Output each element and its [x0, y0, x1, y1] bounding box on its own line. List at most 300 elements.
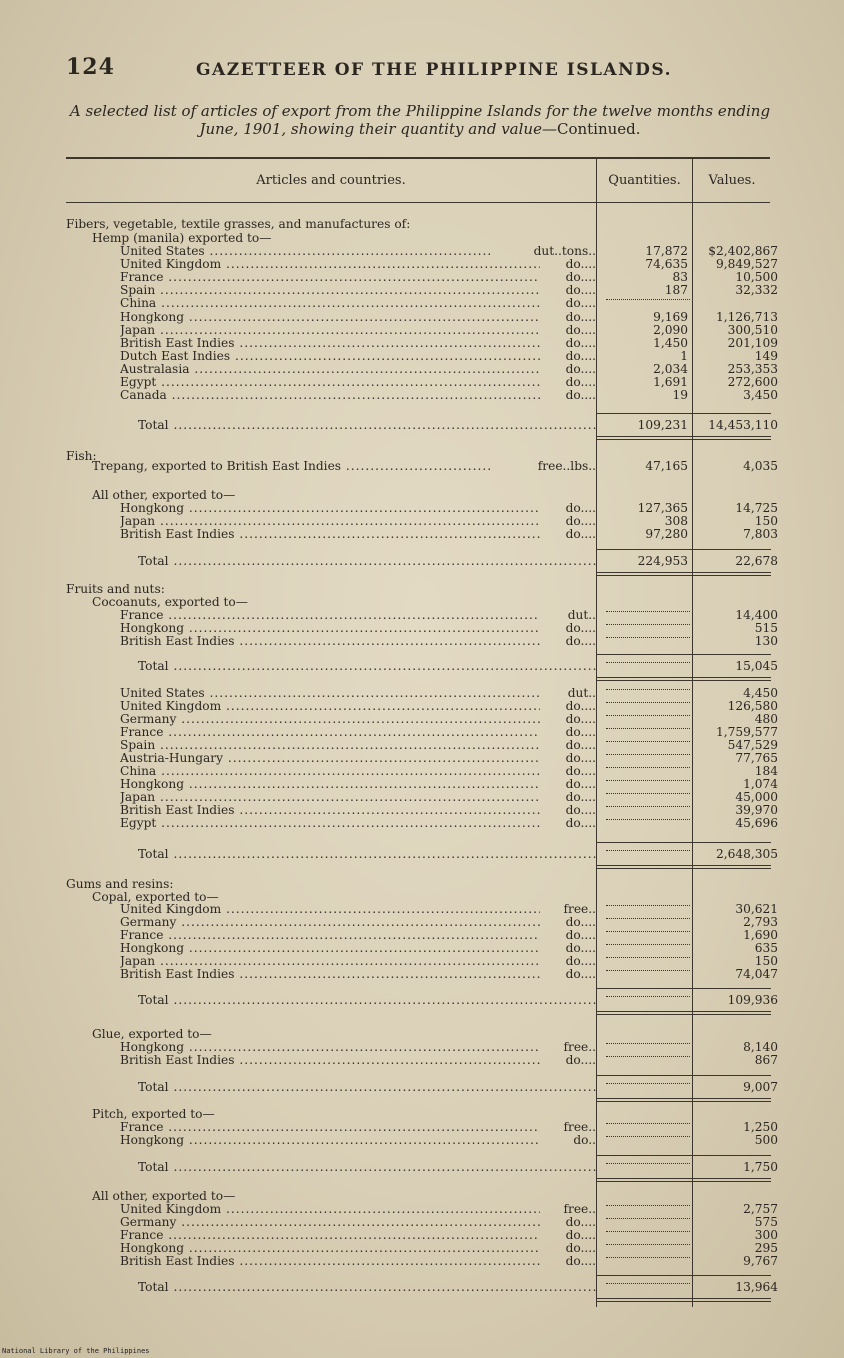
unit-label: do.... [565, 954, 596, 968]
total-rule-below [693, 868, 771, 869]
total-rule-below [693, 1014, 771, 1015]
unit-label: do.... [565, 514, 596, 528]
value-cell: 272,600 [727, 375, 778, 389]
total-rule-above [693, 654, 771, 655]
quantity-placeholder-dots [606, 1134, 690, 1137]
table-row [0, 752, 844, 765]
total-rule-below [693, 436, 771, 437]
row-label: Hemp (manila) exported to— [92, 231, 272, 245]
quantity-cell: 1,450 [653, 336, 688, 350]
quantity-cell: 308 [664, 514, 688, 528]
value-cell: 14,400 [735, 608, 778, 622]
value-cell: 14,725 [735, 501, 778, 515]
table-row [0, 955, 844, 968]
quantity-cell: 74,635 [645, 257, 688, 271]
total-rule-below [693, 1098, 771, 1099]
unit-label: dut.. [567, 686, 596, 700]
quantity-placeholder-dots [606, 752, 690, 755]
quantity-placeholder-dots [606, 903, 690, 906]
total-rule-below [693, 572, 771, 573]
row-label: France ..... [120, 1121, 540, 1134]
value-cell: 39,970 [735, 803, 778, 817]
unit-label: do.... [565, 751, 596, 765]
row-label: Hongkong ..... [120, 1134, 540, 1147]
table-row [0, 363, 844, 376]
value-cell: 547,529 [727, 738, 778, 752]
table-row [0, 376, 844, 389]
total-row [0, 1081, 844, 1094]
quantity-placeholder-dots [606, 955, 690, 958]
total-label: Total ..... [138, 555, 596, 568]
row-label: Hongkong ..... [120, 311, 540, 324]
value-cell: 150 [754, 514, 778, 528]
value-cell: 149 [754, 349, 778, 363]
unit-label: do.... [565, 777, 596, 791]
value-cell: 2,793 [743, 915, 778, 929]
table-row [0, 297, 844, 310]
quantity-placeholder-dots [606, 726, 690, 729]
value-cell: 13,964 [735, 1280, 778, 1294]
unit-label: free.. [563, 1202, 596, 1216]
total-rule-below [597, 677, 692, 678]
row-label: Gums and resins: [66, 877, 174, 891]
running-head: GAZETTEER OF THE PHILIPPINE ISLANDS. [196, 60, 672, 80]
value-cell: 77,765 [735, 751, 778, 765]
row-label: Germany ..... [120, 1216, 540, 1229]
table-row [0, 700, 844, 713]
quantity-placeholder-dots [606, 1121, 690, 1124]
unit-label: do.... [565, 336, 596, 350]
unit-label: do.... [565, 257, 596, 271]
unit-label: do.... [565, 790, 596, 804]
row-label: Japan ..... [120, 791, 540, 804]
caption-text: A selected list of articles of export from the Philippine Islands for the twelve months ending June, 1901, showing their quantity and value [69, 102, 771, 138]
table-row [0, 1255, 844, 1268]
table-row [0, 778, 844, 791]
value-cell: 7,803 [743, 527, 778, 541]
unit-label: free.. [563, 1120, 596, 1134]
row-label: Trepang, exported to British East Indies ..... [92, 460, 490, 473]
total-label: Total ..... [138, 1081, 596, 1094]
value-cell: 45,696 [735, 816, 778, 830]
table-row [0, 489, 844, 502]
table-row [0, 1216, 844, 1229]
quantity-cell: 2,034 [653, 362, 688, 376]
row-label: All other, exported to— [92, 1189, 236, 1203]
row-label: Hongkong ..... [120, 622, 540, 635]
table-row [0, 1242, 844, 1255]
total-row [0, 555, 844, 568]
table-row [0, 271, 844, 284]
table-row [0, 284, 844, 297]
row-label: France ..... [120, 271, 540, 284]
quantity-placeholder-dots [606, 713, 690, 716]
quantity-placeholder-dots [606, 968, 690, 971]
quantity-placeholder-dots [606, 791, 690, 794]
unit-label: do.. [573, 1133, 596, 1147]
table-row [0, 596, 844, 609]
value-cell: 300,510 [727, 323, 778, 337]
quantity-placeholder-dots [606, 687, 690, 690]
unit-label: do.... [565, 296, 596, 310]
quantity-cell: 97,280 [645, 527, 688, 541]
unit-label: do.... [565, 699, 596, 713]
quantity-cell: 1 [680, 349, 688, 363]
unit-label: dut.. [567, 608, 596, 622]
row-label: Fish: [66, 449, 97, 463]
table-row [0, 817, 844, 830]
value-cell: 201,109 [727, 336, 778, 350]
total-label: Total ..... [138, 660, 596, 673]
table-row [0, 916, 844, 929]
row-label: United Kingdom ..... [120, 700, 540, 713]
total-rule-below [693, 1301, 771, 1302]
row-label: France ..... [120, 726, 540, 739]
value-cell: 126,580 [727, 699, 778, 713]
row-label: British East Indies ..... [120, 337, 540, 350]
value-cell: 22,678 [735, 554, 778, 568]
quantity-cell: 17,872 [645, 244, 688, 258]
row-label: China ..... [120, 765, 540, 778]
row-label: British East Indies ..... [120, 968, 540, 981]
value-cell: 500 [754, 1133, 778, 1147]
total-row [0, 1281, 844, 1294]
table-row [0, 1190, 844, 1203]
unit-label: do.... [565, 501, 596, 515]
unit-label: do.... [565, 1254, 596, 1268]
table-row [0, 791, 844, 804]
table-row [0, 528, 844, 541]
table-caption [60, 102, 780, 138]
unit-label: free..lbs.. [537, 459, 596, 473]
table-row [0, 804, 844, 817]
total-rule-below [597, 1298, 692, 1299]
value-cell: 9,849,527 [715, 257, 778, 271]
total-rule-above [693, 1155, 771, 1156]
library-footer: National Library of the Philippines [2, 1347, 150, 1355]
table-top-rule [66, 157, 770, 159]
quantity-placeholder-dots [606, 1229, 690, 1232]
row-label: British East Indies ..... [120, 804, 540, 817]
total-label: Total ..... [138, 848, 596, 861]
unit-label: free.. [563, 902, 596, 916]
quantity-placeholder-dots [606, 942, 690, 945]
unit-label: do.... [565, 1228, 596, 1242]
table-row [0, 502, 844, 515]
quantity-cell: 187 [664, 283, 688, 297]
total-rule-below [693, 677, 771, 678]
total-rule-above [597, 654, 692, 655]
total-row [0, 1161, 844, 1174]
table-row [0, 903, 844, 916]
total-label: Total ..... [138, 994, 596, 1007]
value-cell: 515 [754, 621, 778, 635]
quantity-placeholder-dots [606, 804, 690, 807]
quantity-placeholder-dots [606, 1255, 690, 1258]
row-label: Hongkong ..... [120, 942, 540, 955]
row-label: Hongkong ..... [120, 1041, 540, 1054]
total-rule-below [693, 1298, 771, 1299]
quantity-cell: 224,953 [637, 554, 688, 568]
quantity-placeholder-dots [606, 609, 690, 612]
unit-label: do.... [565, 527, 596, 541]
row-label: Egypt ..... [120, 817, 540, 830]
total-rule-above [597, 988, 692, 989]
value-cell: 300 [754, 1228, 778, 1242]
table-row [0, 635, 844, 648]
quantity-placeholder-dots [606, 994, 690, 997]
total-rule-below [597, 868, 692, 869]
value-cell: 30,621 [735, 902, 778, 916]
table-row [0, 726, 844, 739]
unit-label: do.... [565, 803, 596, 817]
unit-label: dut..tons.. [533, 244, 596, 258]
total-rule-above [693, 413, 771, 414]
total-rule-below [597, 575, 692, 576]
total-label: Total ..... [138, 1281, 596, 1294]
row-label: Dutch East Indies ..... [120, 350, 540, 363]
row-label: Glue, exported to— [92, 1027, 212, 1041]
value-cell: 4,035 [743, 459, 778, 473]
unit-label: do.... [565, 388, 596, 402]
value-cell: 32,332 [735, 283, 778, 297]
table-row [0, 324, 844, 337]
total-rule-below [693, 439, 771, 440]
unit-label: do.... [565, 375, 596, 389]
table-row [0, 311, 844, 324]
value-cell: 130 [754, 634, 778, 648]
total-rule-below [693, 575, 771, 576]
row-label: Hongkong ..... [120, 502, 540, 515]
value-cell: 109,936 [727, 993, 778, 1007]
total-rule-below [597, 1101, 692, 1102]
table-row [0, 460, 844, 473]
row-label: Australasia ..... [120, 363, 540, 376]
row-label: Fruits and nuts: [66, 582, 165, 596]
total-rule-below [693, 1178, 771, 1179]
total-row [0, 660, 844, 673]
table-row [0, 1229, 844, 1242]
row-label: Hongkong ..... [120, 778, 540, 791]
unit-label: do.... [565, 941, 596, 955]
quantity-cell: 127,365 [637, 501, 688, 515]
total-label: Total ..... [138, 1161, 596, 1174]
quantity-placeholder-dots [606, 1041, 690, 1044]
total-rule-above [597, 1155, 692, 1156]
quantity-cell: 9,169 [653, 310, 688, 324]
table-row [0, 1203, 844, 1216]
value-cell: 10,500 [735, 270, 778, 284]
quantity-placeholder-dots [606, 622, 690, 625]
row-label: Austria-Hungary ..... [120, 752, 540, 765]
unit-label: do.... [565, 738, 596, 752]
quantity-placeholder-dots [606, 817, 690, 820]
value-cell: 2,648,305 [715, 847, 778, 861]
value-cell: 2,757 [743, 1202, 778, 1216]
row-label: United States ..... [120, 245, 490, 258]
table-row [0, 765, 844, 778]
unit-label: do.... [565, 816, 596, 830]
total-rule-above [597, 842, 692, 843]
quantity-cell: 2,090 [653, 323, 688, 337]
quantity-placeholder-dots [606, 778, 690, 781]
row-label: Copal, exported to— [92, 890, 219, 904]
quantity-placeholder-dots [606, 1161, 690, 1164]
quantity-placeholder-dots [606, 1216, 690, 1219]
value-cell: 1,126,713 [715, 310, 778, 324]
row-label: Pitch, exported to— [92, 1107, 215, 1121]
unit-label: do.... [565, 310, 596, 324]
table-row [0, 929, 844, 942]
row-label: Cocoanuts, exported to— [92, 595, 248, 609]
table-row [0, 1054, 844, 1067]
total-rule-above [597, 1075, 692, 1076]
quantity-cell: 1,691 [653, 375, 688, 389]
unit-label: do.... [565, 362, 596, 376]
quantity-placeholder-dots [606, 1281, 690, 1284]
value-cell: 4,450 [743, 686, 778, 700]
unit-label: do.... [565, 1215, 596, 1229]
row-label: Egypt ..... [120, 376, 540, 389]
total-label: Total ..... [138, 419, 596, 432]
total-rule-below [597, 1098, 692, 1099]
quantity-placeholder-dots [606, 1203, 690, 1206]
value-cell: 1,750 [743, 1160, 778, 1174]
total-rule-below [693, 1101, 771, 1102]
table-row [0, 687, 844, 700]
row-label: All other, exported to— [92, 488, 236, 502]
row-label: Spain ..... [120, 284, 540, 297]
total-rule-above [693, 549, 771, 550]
unit-label: do.... [565, 764, 596, 778]
value-cell: 184 [754, 764, 778, 778]
header-bottom-rule [66, 202, 770, 203]
unit-label: free.. [563, 1040, 596, 1054]
row-label: Japan ..... [120, 324, 540, 337]
row-label: United Kingdom ..... [120, 903, 540, 916]
row-label: Spain ..... [120, 739, 540, 752]
total-rule-below [693, 865, 771, 866]
value-cell: 150 [754, 954, 778, 968]
table-row [0, 1121, 844, 1134]
value-cell: 14,453,110 [708, 418, 778, 432]
value-cell: 1,690 [743, 928, 778, 942]
table-row [0, 1134, 844, 1147]
table-row [0, 942, 844, 955]
table-row [0, 337, 844, 350]
table-row [0, 609, 844, 622]
total-row [0, 848, 844, 861]
unit-label: do.... [565, 712, 596, 726]
total-rule-above [693, 1075, 771, 1076]
quantity-placeholder-dots [606, 1081, 690, 1084]
total-rule-above [693, 842, 771, 843]
row-label: United States ..... [120, 687, 540, 700]
quantity-placeholder-dots [606, 1242, 690, 1245]
table-row [0, 622, 844, 635]
value-cell: $2,402,867 [708, 244, 778, 258]
total-rule-above [693, 1275, 771, 1276]
quantity-placeholder-dots [606, 1054, 690, 1057]
value-cell: 9,007 [743, 1080, 778, 1094]
quantity-placeholder-dots [606, 660, 690, 663]
value-cell: 9,767 [743, 1254, 778, 1268]
unit-label: do.... [565, 1241, 596, 1255]
row-label: France ..... [120, 1229, 540, 1242]
total-rule-above [693, 988, 771, 989]
quantity-placeholder-dots [606, 700, 690, 703]
total-rule-below [597, 680, 692, 681]
total-rule-above [597, 1275, 692, 1276]
header-values: Values. [708, 173, 756, 188]
value-cell: 635 [754, 941, 778, 955]
unit-label: do.... [565, 634, 596, 648]
row-label: British East Indies ..... [120, 528, 540, 541]
row-label: Germany ..... [120, 713, 540, 726]
table-row [0, 218, 844, 231]
unit-label: do.... [565, 621, 596, 635]
quantity-placeholder-dots [606, 739, 690, 742]
value-cell: 1,759,577 [715, 725, 778, 739]
table-row [0, 1108, 844, 1121]
value-cell: 1,074 [743, 777, 778, 791]
header-articles: Articles and countries. [256, 173, 406, 188]
total-rule-below [693, 1181, 771, 1182]
unit-label: do.... [565, 967, 596, 981]
value-cell: 295 [754, 1241, 778, 1255]
quantity-placeholder-dots [606, 765, 690, 768]
quantity-placeholder-dots [606, 916, 690, 919]
total-rule-below [693, 1011, 771, 1012]
header-quantities: Quantities. [608, 173, 681, 188]
value-cell: 867 [754, 1053, 778, 1067]
unit-label: do.... [565, 349, 596, 363]
total-rule-below [597, 439, 692, 440]
total-row [0, 419, 844, 432]
table-row [0, 1028, 844, 1041]
row-label: Hongkong ..... [120, 1242, 540, 1255]
total-rule-below [597, 1014, 692, 1015]
row-label: Japan ..... [120, 955, 540, 968]
table-row [0, 389, 844, 402]
total-rule-above [597, 549, 692, 550]
quantity-placeholder-dots [606, 929, 690, 932]
quantity-cell: 19 [672, 388, 688, 402]
table-row [0, 1041, 844, 1054]
row-label: Japan ..... [120, 515, 540, 528]
total-rule-below [597, 436, 692, 437]
row-label: China ..... [120, 297, 540, 310]
table-row [0, 350, 844, 363]
value-cell: 1,250 [743, 1120, 778, 1134]
total-rule-above [597, 413, 692, 414]
table-row [0, 739, 844, 752]
unit-label: do.... [565, 323, 596, 337]
value-cell: 575 [754, 1215, 778, 1229]
unit-label: do.... [565, 915, 596, 929]
total-rule-below [597, 1181, 692, 1182]
value-cell: 74,047 [735, 967, 778, 981]
row-label: Germany ..... [120, 916, 540, 929]
total-row [0, 994, 844, 1007]
value-cell: 8,140 [743, 1040, 778, 1054]
total-rule-below [597, 572, 692, 573]
unit-label: do.... [565, 725, 596, 739]
row-label: British East Indies ..... [120, 635, 540, 648]
quantity-placeholder-dots [606, 635, 690, 638]
total-rule-below [693, 680, 771, 681]
value-cell: 480 [754, 712, 778, 726]
